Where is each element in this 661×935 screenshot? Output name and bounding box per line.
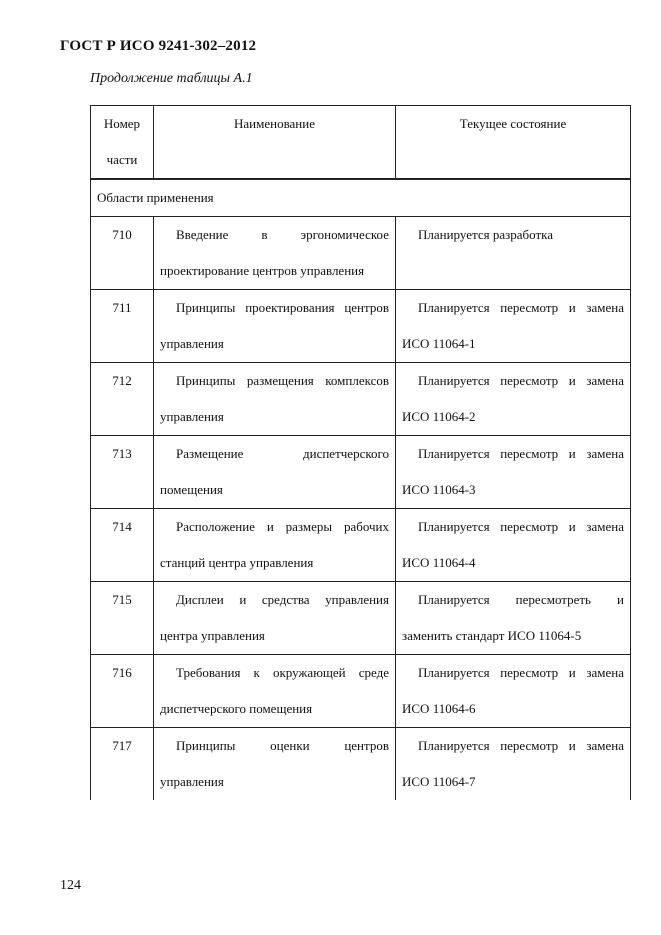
table-row	[91, 436, 631, 509]
table-row	[91, 290, 631, 363]
table-caption: Продолжение таблицы А.1	[90, 71, 253, 86]
part-name: Расположение и размеры рабочих станций центра управления	[154, 509, 396, 582]
section-row	[91, 179, 631, 217]
part-number: 712	[91, 363, 154, 436]
part-number: 710	[91, 217, 154, 290]
section-label: Области применения	[91, 179, 631, 217]
table-row	[91, 728, 631, 801]
part-name: Принципы проектирования центров управления	[154, 290, 396, 363]
part-status: Планируется разработка	[396, 217, 631, 290]
part-number: 711	[91, 290, 154, 363]
part-number: 713	[91, 436, 154, 509]
column-header-number: Номер части	[91, 106, 154, 180]
part-status: Планируется пересмотр и замена ИСО 11064-2	[396, 363, 631, 436]
table-row	[91, 217, 631, 290]
document-title: ГОСТ Р ИСО 9241-302–2012	[60, 38, 257, 54]
table-header-row	[91, 106, 631, 180]
table-row	[91, 582, 631, 655]
column-header-name: Наименование	[154, 106, 396, 180]
part-status: Планируется пересмотр и замена ИСО 11064-3	[396, 436, 631, 509]
part-name: Принципы размещения комплексов управления	[154, 363, 396, 436]
table-row	[91, 363, 631, 436]
part-number: 714	[91, 509, 154, 582]
part-status: Планируется пересмотр и замена ИСО 11064-1	[396, 290, 631, 363]
table-row	[91, 509, 631, 582]
part-number: 715	[91, 582, 154, 655]
table-row	[91, 655, 631, 728]
parts-table	[90, 105, 631, 800]
part-status: Планируется пересмотр и замена ИСО 11064-4	[396, 509, 631, 582]
page-number: 124	[60, 878, 81, 893]
part-status: Планируется пересмотр и замена ИСО 11064-7	[396, 728, 631, 801]
part-name: Принципы оценки центров управления	[154, 728, 396, 801]
part-name: Требования к окружающей среде диспетчерского помещения	[154, 655, 396, 728]
part-status: Планируется пересмотреть и заменить стандарт ИСО 11064-5	[396, 582, 631, 655]
part-name: Размещение диспетчерского помещения	[154, 436, 396, 509]
part-number: 717	[91, 728, 154, 801]
column-header-status: Текущее состояние	[396, 106, 631, 180]
part-name: Дисплеи и средства управления центра управления	[154, 582, 396, 655]
part-status: Планируется пересмотр и замена ИСО 11064-6	[396, 655, 631, 728]
part-name: Введение в эргономическое проектирование центров управления	[154, 217, 396, 290]
part-number: 716	[91, 655, 154, 728]
